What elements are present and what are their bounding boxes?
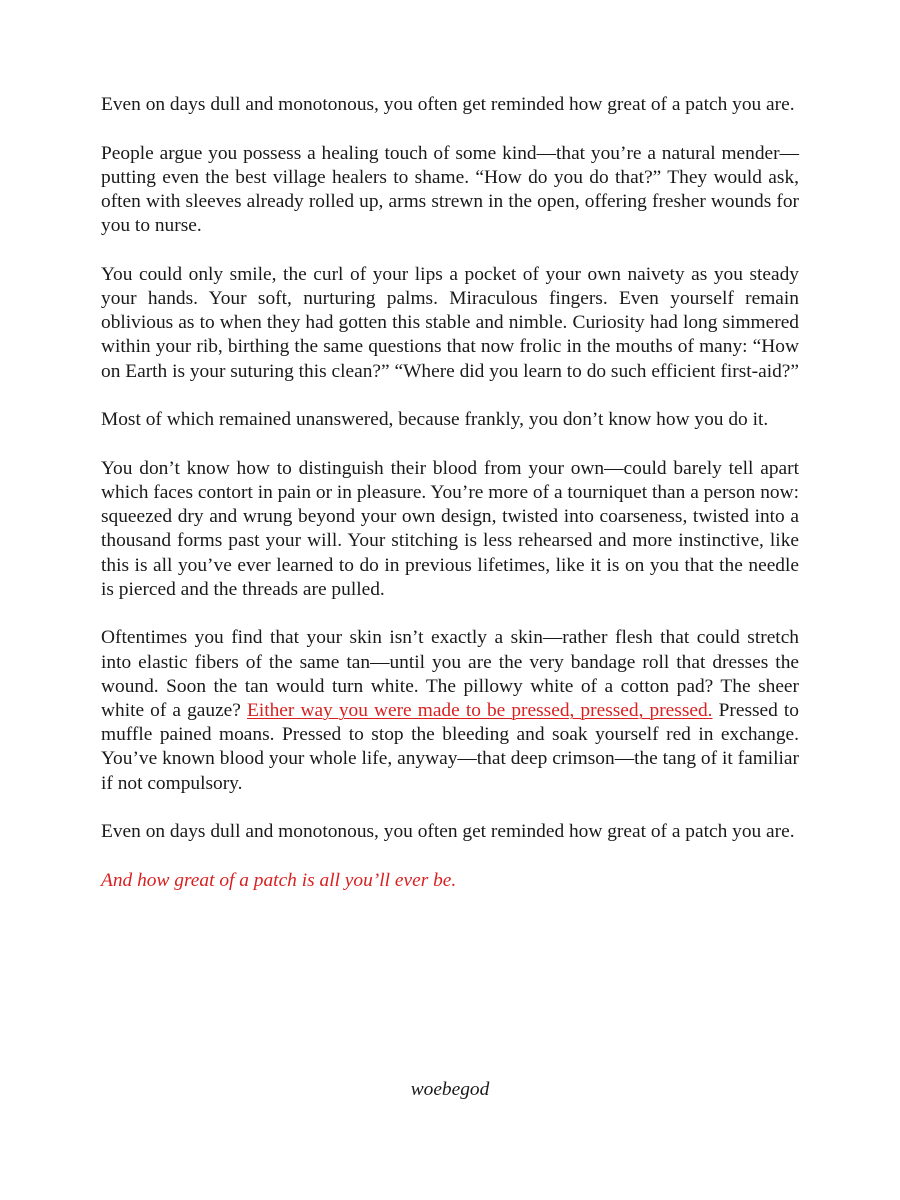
paragraph-5: You don’t know how to distinguish their blood from your own—could barely tell apart which faces contort in pain or in pleasure. You’re more of a tourniquet than a person now: squeezed dry and wrung beyond your own design, twisted into coarseness, twisted into a thousand forms past your will. Your stitching is less rehearsed and more instinctive, like this is all you’ve ever learned to do in previous lifetimes, like it is on you that the needle is pierced and the threads are pulled. — [101, 457, 799, 600]
paragraph-7: Even on days dull and monotonous, you often get reminded how great of a patch you are. — [101, 821, 795, 843]
closing-line: And how great of a patch is all you’ll ever be. — [101, 869, 457, 891]
paragraph-3: You could only smile, the curl of your lips a pocket of your own naivety as you steady your hands. Your soft, nurturing palms. Miraculous fingers. Even yourself remain oblivious as to when they had gotten this stable and nimble. Curiosity had long simmered within your rib, birthing the same questions that now frolic in the mouths of many: “How on Earth is your suturing this clean?” “Where did you learn to do such efficient first-aid?” — [101, 263, 800, 382]
document-body — [101, 93, 799, 893]
pressed-link[interactable]: Either way you were made to be pressed, pressed, pressed. — [246, 700, 713, 722]
paragraph-6 — [101, 626, 799, 795]
paragraph-6-before-link: Oftentimes you find that your skin isn’t exactly a skin—rather flesh that could stretch into elastic fibers of the same tan—until you are the very bandage roll that dresses the wound. Soon the tan would turn white. The pillowy white of a cotton pad? The sheer white of a gauze? — [101, 627, 799, 722]
paragraph-1: Even on days dull and monotonous, you often get reminded how great of a patch you are. — [101, 94, 795, 115]
author-signature: woebegod — [410, 1079, 490, 1100]
paragraph-6-after-link: Pressed to muffle pained moans. Pressed to stop the bleeding and soak yourself red in exchange. You’ve known blood your whole life, anyway—that deep crimson—the tang of it familiar if not compulsory. — [101, 700, 799, 794]
paragraph-2: People argue you possess a healing touch of some kind—that you’re a natural mender—putting even the best village healers to shame. “How do you do that?” They would ask, often with sleeves already rolled up, arms strewn in the open, offering fresher wounds for you to nurse. — [101, 142, 799, 237]
paragraph-4: Most of which remained unanswered, because frankly, you don’t know how you do it. — [101, 409, 769, 431]
